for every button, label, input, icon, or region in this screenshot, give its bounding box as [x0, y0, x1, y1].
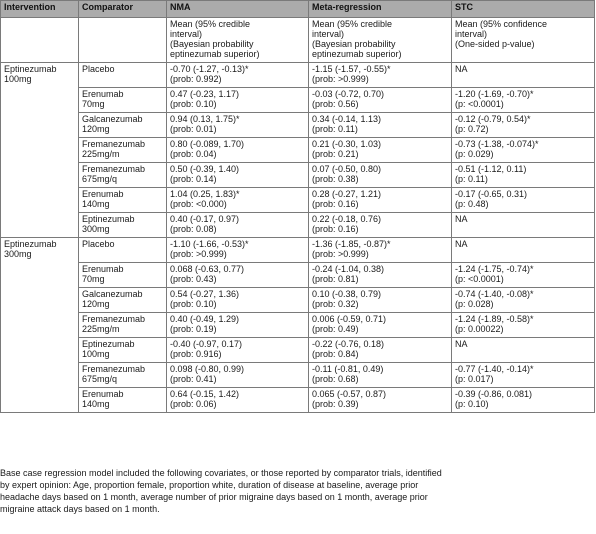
- meta-regression-cell: [309, 163, 452, 188]
- stc-cell: [452, 88, 595, 113]
- cell-line: -0.12 (-0.79, 0.54)*: [455, 114, 531, 124]
- table-row: [1, 188, 595, 213]
- meta-regression-cell: [309, 313, 452, 338]
- cell-line: (prob: 0.38): [312, 174, 359, 184]
- cell-line: NA: [455, 239, 468, 249]
- table-row: [1, 163, 595, 188]
- table-row: [1, 238, 595, 263]
- subheader-stc: [452, 18, 595, 63]
- cell-line: (prob: 0.19): [170, 324, 217, 334]
- meta-regression-cell: [309, 88, 452, 113]
- cell-line: (prob: >0.999): [312, 249, 369, 259]
- cell-line: 0.47 (-0.23, 1.17): [170, 89, 240, 99]
- cell-line: 0.40 (-0.49, 1.29): [170, 314, 240, 324]
- table-row: [1, 363, 595, 388]
- cell-line: 0.64 (-0.15, 1.42): [170, 389, 240, 399]
- subheader-line: interval): [455, 29, 488, 39]
- nma-cell: [167, 138, 309, 163]
- cell-line: (p: 0.10): [455, 399, 489, 409]
- cell-line: Erenumab: [82, 189, 124, 199]
- cell-line: 675mg/q: [82, 374, 118, 384]
- stc-cell: [452, 138, 595, 163]
- cell-line: Fremanezumab: [82, 139, 146, 149]
- cell-line: -0.11 (-0.81, 0.49): [312, 364, 384, 374]
- cell-line: (prob: 0.01): [170, 124, 217, 134]
- cell-line: (prob: 0.21): [312, 149, 359, 159]
- meta-regression-cell: [309, 263, 452, 288]
- cell-line: -0.22 (-0.76, 0.18): [312, 339, 385, 349]
- table-row: [1, 338, 595, 363]
- header-intervention: Intervention: [1, 1, 79, 18]
- cell-line: 0.006 (-0.59, 0.71): [312, 314, 387, 324]
- cell-line: Eptinezumab: [82, 339, 135, 349]
- cell-line: Galcanezumab: [82, 289, 143, 299]
- cell-line: (p: 0.00022): [455, 324, 504, 334]
- cell-line: (prob: 0.11): [312, 124, 358, 134]
- stc-cell: [452, 313, 595, 338]
- cell-line: 0.065 (-0.57, 0.87): [312, 389, 387, 399]
- cell-line: Eptinezumab: [4, 64, 57, 74]
- cell-line: 0.098 (-0.80, 0.99): [170, 364, 245, 374]
- cell-line: 70mg: [82, 274, 105, 284]
- cell-line: Placebo: [82, 64, 115, 74]
- table-row: [1, 288, 595, 313]
- cell-line: (prob: 0.43): [170, 274, 217, 284]
- comparator-cell: [79, 313, 167, 338]
- meta-regression-cell: [309, 363, 452, 388]
- header-stc: STC: [452, 1, 595, 18]
- cell-line: 0.40 (-0.17, 0.97): [170, 214, 240, 224]
- cell-line: (prob: 0.14): [170, 174, 217, 184]
- cell-line: -0.74 (-1.40, -0.08)*: [455, 289, 534, 299]
- cell-line: 0.94 (0.13, 1.75)*: [170, 114, 240, 124]
- meta-regression-cell: [309, 63, 452, 88]
- cell-line: 0.22 (-0.18, 0.76): [312, 214, 382, 224]
- cell-line: -1.10 (-1.66, -0.53)*: [170, 239, 249, 249]
- comparator-cell: [79, 263, 167, 288]
- comparator-cell: [79, 88, 167, 113]
- cell-line: (prob: >0.999): [312, 74, 369, 84]
- cell-line: 70mg: [82, 99, 105, 109]
- stc-cell: [452, 63, 595, 88]
- cell-line: (prob: <0.000): [170, 199, 227, 209]
- comparator-cell: [79, 388, 167, 413]
- comparator-cell: [79, 113, 167, 138]
- cell-line: 100mg: [82, 349, 110, 359]
- cell-line: (prob: 0.04): [170, 149, 217, 159]
- subheader-line: (Bayesian probability: [312, 39, 396, 49]
- cell-line: Galcanezumab: [82, 114, 143, 124]
- comparator-cell: [79, 363, 167, 388]
- cell-line: NA: [455, 214, 468, 224]
- cell-line: -0.51 (-1.12, 0.11): [455, 164, 527, 174]
- subheader-meta-regression: [309, 18, 452, 63]
- cell-line: (p: <0.0001): [455, 274, 504, 284]
- cell-line: 100mg: [4, 74, 32, 84]
- stc-cell: [452, 188, 595, 213]
- cell-line: 0.50 (-0.39, 1.40): [170, 164, 240, 174]
- comparator-cell: [79, 238, 167, 263]
- cell-line: (p: 0.029): [455, 149, 494, 159]
- cell-line: (prob: 0.16): [312, 199, 359, 209]
- cell-line: (prob: 0.916): [170, 349, 222, 359]
- nma-cell: [167, 113, 309, 138]
- comparator-cell: [79, 288, 167, 313]
- subheader-line: eptinezumab superior): [312, 49, 402, 59]
- cell-line: (prob: 0.32): [312, 299, 359, 309]
- stc-cell: [452, 163, 595, 188]
- cell-line: (p: 0.72): [455, 124, 489, 134]
- cell-line: (p: 0.017): [455, 374, 494, 384]
- cell-line: 300mg: [82, 224, 110, 234]
- intervention-cell: [1, 63, 79, 238]
- cell-line: 675mg/q: [82, 174, 118, 184]
- header-row: [1, 1, 595, 18]
- subheader-line: interval): [170, 29, 203, 39]
- cell-line: (prob: 0.10): [170, 99, 217, 109]
- cell-line: NA: [455, 339, 468, 349]
- subheader-blank: [1, 18, 79, 63]
- comparator-cell: [79, 163, 167, 188]
- stc-cell: [452, 263, 595, 288]
- stc-cell: [452, 363, 595, 388]
- cell-line: (prob: 0.08): [170, 224, 217, 234]
- cell-line: 0.21 (-0.30, 1.03): [312, 139, 382, 149]
- comparator-cell: [79, 138, 167, 163]
- stc-cell: [452, 238, 595, 263]
- cell-line: 0.10 (-0.38, 0.79): [312, 289, 382, 299]
- cell-line: 225mg/m: [82, 324, 120, 334]
- cell-line: (prob: 0.06): [170, 399, 217, 409]
- stc-cell: [452, 113, 595, 138]
- stc-cell: [452, 213, 595, 238]
- subheader-line: Mean (95% confidence: [455, 19, 548, 29]
- table-body: [1, 63, 595, 413]
- header-meta-regression: Meta-regression: [309, 1, 452, 18]
- cell-line: -0.70 (-1.27, -0.13)*: [170, 64, 249, 74]
- cell-line: -0.17 (-0.65, 0.31): [455, 189, 528, 199]
- table-row: [1, 388, 595, 413]
- cell-line: -1.24 (-1.75, -0.74)*: [455, 264, 534, 274]
- cell-line: (p: <0.0001): [455, 99, 504, 109]
- cell-line: Fremanezumab: [82, 364, 146, 374]
- table-row: [1, 263, 595, 288]
- comparator-cell: [79, 338, 167, 363]
- cell-line: -0.40 (-0.97, 0.17): [170, 339, 243, 349]
- nma-cell: [167, 213, 309, 238]
- cell-line: 0.34 (-0.14, 1.13): [312, 114, 382, 124]
- cell-line: (prob: 0.68): [312, 374, 359, 384]
- cell-line: (prob: 0.992): [170, 74, 222, 84]
- footnote-line: migraine attack days based on 1 month.: [0, 504, 160, 514]
- cell-line: (prob: >0.999): [170, 249, 227, 259]
- cell-line: -0.03 (-0.72, 0.70): [312, 89, 385, 99]
- stc-cell: [452, 338, 595, 363]
- nma-cell: [167, 63, 309, 88]
- cell-line: Eptinezumab: [82, 214, 135, 224]
- subheader-row: [1, 18, 595, 63]
- cell-line: Fremanezumab: [82, 164, 146, 174]
- cell-line: 140mg: [82, 199, 110, 209]
- cell-line: 120mg: [82, 124, 110, 134]
- cell-line: -0.24 (-1.04, 0.38): [312, 264, 385, 274]
- nma-cell: [167, 338, 309, 363]
- subheader-line: (Bayesian probability: [170, 39, 254, 49]
- cell-line: Erenumab: [82, 89, 124, 99]
- cell-line: Fremanezumab: [82, 314, 146, 324]
- cell-line: (prob: 0.39): [312, 399, 359, 409]
- cell-line: 140mg: [82, 399, 110, 409]
- cell-line: 0.80 (-0.089, 1.70): [170, 139, 245, 149]
- table-row: [1, 313, 595, 338]
- nma-cell: [167, 313, 309, 338]
- cell-line: (prob: 0.84): [312, 349, 359, 359]
- cell-line: 0.28 (-0.27, 1.21): [312, 189, 382, 199]
- subheader-blank: [79, 18, 167, 63]
- cell-line: -1.20 (-1.69, -0.70)*: [455, 89, 534, 99]
- cell-line: -1.36 (-1.85, -0.87)*: [312, 239, 391, 249]
- meta-regression-cell: [309, 138, 452, 163]
- subheader-line: (One-sided p-value): [455, 39, 535, 49]
- comparator-cell: [79, 188, 167, 213]
- nma-cell: [167, 263, 309, 288]
- cell-line: -0.39 (-0.86, 0.081): [455, 389, 533, 399]
- nma-cell: [167, 363, 309, 388]
- cell-line: (p: 0.48): [455, 199, 489, 209]
- nma-cell: [167, 163, 309, 188]
- footnote-line: headache days based on 1 month, average number of prior migraine days based on 1 month, average prior: [0, 492, 428, 502]
- table-row: [1, 138, 595, 163]
- subheader-line: eptinezumab superior): [170, 49, 260, 59]
- cell-line: (prob: 0.81): [312, 274, 359, 284]
- cell-line: -1.15 (-1.57, -0.55)*: [312, 64, 391, 74]
- cell-line: Erenumab: [82, 264, 124, 274]
- nma-cell: [167, 88, 309, 113]
- cell-line: (prob: 0.10): [170, 299, 217, 309]
- table-row: [1, 213, 595, 238]
- meta-regression-cell: [309, 238, 452, 263]
- cell-line: -1.24 (-1.89, -0.58)*: [455, 314, 534, 324]
- subheader-line: Mean (95% credible: [312, 19, 393, 29]
- table-footnote: [0, 467, 594, 515]
- cell-line: (prob: 0.16): [312, 224, 359, 234]
- cell-line: 1.04 (0.25, 1.83)*: [170, 189, 240, 199]
- nma-cell: [167, 188, 309, 213]
- comparator-cell: [79, 63, 167, 88]
- cell-line: Erenumab: [82, 389, 124, 399]
- cell-line: (prob: 0.56): [312, 99, 359, 109]
- cell-line: 0.54 (-0.27, 1.36): [170, 289, 240, 299]
- nma-cell: [167, 238, 309, 263]
- cell-line: -0.77 (-1.40, -0.14)*: [455, 364, 534, 374]
- meta-regression-cell: [309, 288, 452, 313]
- meta-regression-cell: [309, 188, 452, 213]
- cell-line: 300mg: [4, 249, 32, 259]
- subheader-line: interval): [312, 29, 345, 39]
- meta-regression-cell: [309, 388, 452, 413]
- cell-line: (prob: 0.41): [170, 374, 217, 384]
- cell-line: -0.73 (-1.38, -0.074)*: [455, 139, 539, 149]
- footnote-line: Base case regression model included the following covariates, or those reported by comparator trials, identified: [0, 468, 442, 478]
- cell-line: 225mg/m: [82, 149, 120, 159]
- header-nma: NMA: [167, 1, 309, 18]
- stc-cell: [452, 288, 595, 313]
- table-row: [1, 88, 595, 113]
- cell-line: (p: 0.028): [455, 299, 494, 309]
- cell-line: (prob: 0.49): [312, 324, 359, 334]
- cell-line: Placebo: [82, 239, 115, 249]
- cell-line: (p: 0.11): [455, 174, 488, 184]
- cell-line: NA: [455, 64, 468, 74]
- nma-cell: [167, 288, 309, 313]
- cell-line: 120mg: [82, 299, 110, 309]
- nma-cell: [167, 388, 309, 413]
- subheader-nma: [167, 18, 309, 63]
- meta-regression-cell: [309, 213, 452, 238]
- table-row: [1, 63, 595, 88]
- meta-regression-cell: [309, 113, 452, 138]
- cell-line: 0.07 (-0.50, 0.80): [312, 164, 382, 174]
- subheader-line: Mean (95% credible: [170, 19, 251, 29]
- comparator-cell: [79, 213, 167, 238]
- meta-regression-cell: [309, 338, 452, 363]
- footnote-line: by expert opinion: Age, proportion female, proportion white, duration of disease at baseline, average prior: [0, 480, 419, 490]
- header-comparator: Comparator: [79, 1, 167, 18]
- table-row: [1, 113, 595, 138]
- intervention-cell: [1, 238, 79, 413]
- cell-line: Eptinezumab: [4, 239, 57, 249]
- stc-cell: [452, 388, 595, 413]
- cell-line: 0.068 (-0.63, 0.77): [170, 264, 245, 274]
